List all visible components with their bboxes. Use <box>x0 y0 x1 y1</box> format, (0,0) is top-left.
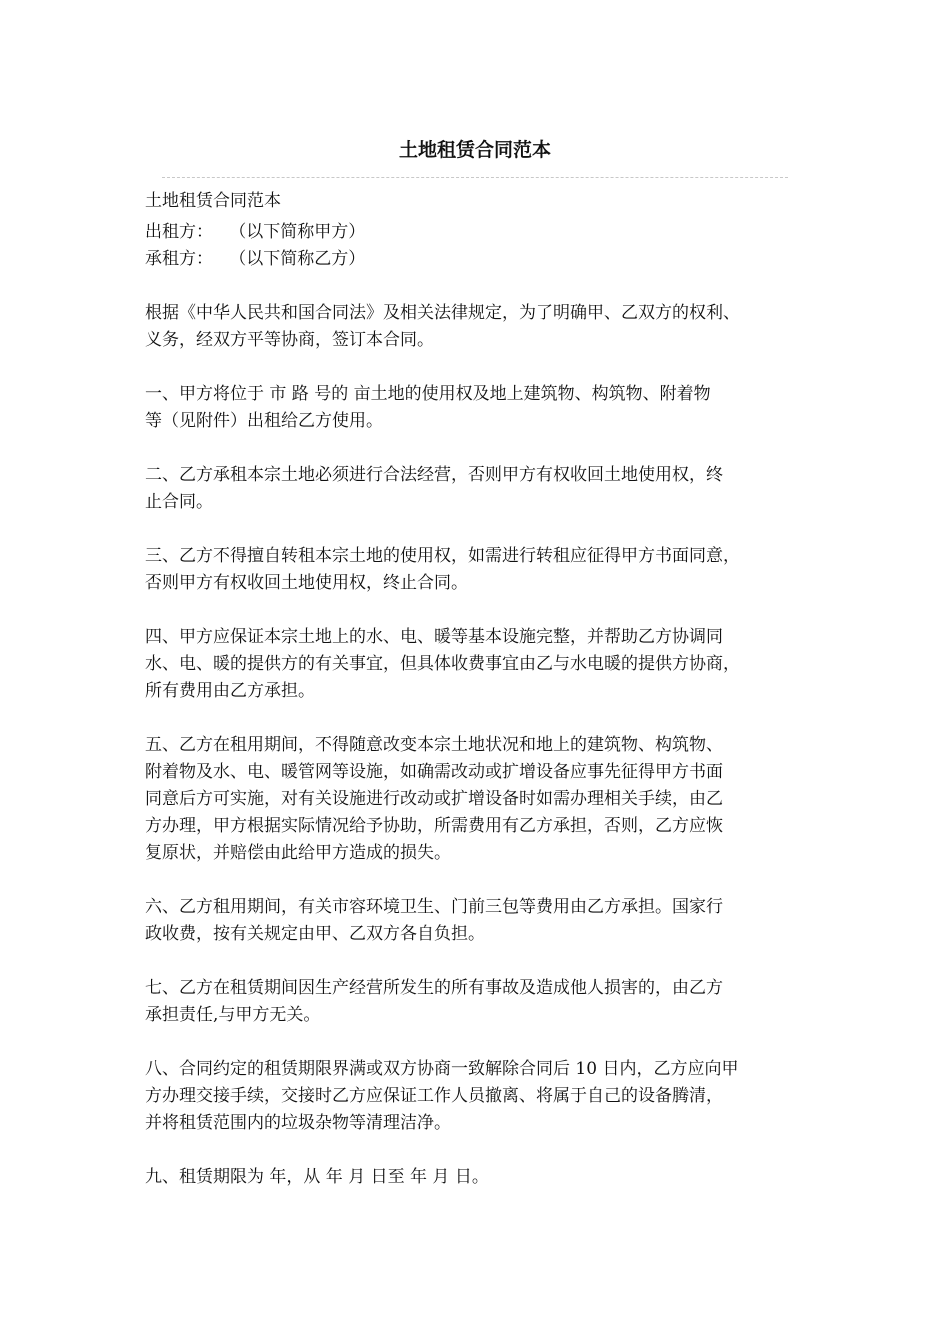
clause-9: 九、租赁期限为 年，从 年 月 日至 年 月 日。 <box>145 1167 489 1187</box>
document-subtitle: 土地租赁合同范本 <box>145 191 281 211</box>
lessor-line: 出租方： （以下简称甲方） <box>145 222 366 242</box>
clause-4: 四、甲方应保证本宗土地上的水、电、暖等基本设施完整，并帮助乙方协调同 水、电、暖的提供方的有关事宜，但具体收费事宜由乙与水电暖的提供方协商， 所有费用由乙方承担。 <box>145 627 740 701</box>
clause-5: 五、乙方在租用期间，不得随意改变本宗土地状况和地上的建筑物、构筑物、 附着物及水、电、暖管网等设施，如确需改动或扩增设备应事先征得甲方书面 同意后方可实施，对有关设施进行改动或扩增设备时如需办理相关手续，由乙 方办理，甲方根据实际情况给予协助，所需费用有乙方承担，否则，乙方应恢 复原状，并赔偿由此给甲方造成的损失。 <box>145 735 723 863</box>
document-title: 土地租赁合同范本 <box>398 139 551 161</box>
clause-2: 二、乙方承租本宗土地必须进行合法经营，否则甲方有权收回土地使用权，终 止合同。 <box>145 465 723 512</box>
lessee-line: 承租方： （以下简称乙方） <box>145 249 366 269</box>
clause-8: 八、合同约定的租赁期限界满或双方协商一致解除合同后 10 日内，乙方应向甲 方办理交接手续，交接时乙方应保证工作人员撤离、将属于自己的设备腾清， 并将租赁范围内的垃圾杂物等清理洁净。 <box>145 1059 739 1133</box>
clause-3: 三、乙方不得擅自转租本宗土地的使用权，如需进行转租应征得甲方书面同意， 否则甲方有权收回土地使用权，终止合同。 <box>145 546 740 593</box>
parties-block <box>145 219 815 273</box>
clause-preamble: 根据《中华人民共和国合同法》及相关法律规定，为了明确甲、乙双方的权利、 义务，经双方平等协商，签订本合同。 <box>145 303 740 350</box>
clause-6: 六、乙方租用期间，有关市容环境卫生、门前三包等费用由乙方承担。国家行 政收费，按有关规定由甲、乙双方各自负担。 <box>145 897 723 944</box>
clause-1: 一、甲方将位于 市 路 号的 亩土地的使用权及地上建筑物、构筑物、附着物 等（见附件）出租给乙方使用。 <box>145 384 711 431</box>
clause-7: 七、乙方在租赁期间因生产经营所发生的所有事故及造成他人损害的，由乙方 承担责任,与甲方无关。 <box>145 978 723 1025</box>
document-body <box>145 188 815 1218</box>
title-divider <box>162 177 788 178</box>
